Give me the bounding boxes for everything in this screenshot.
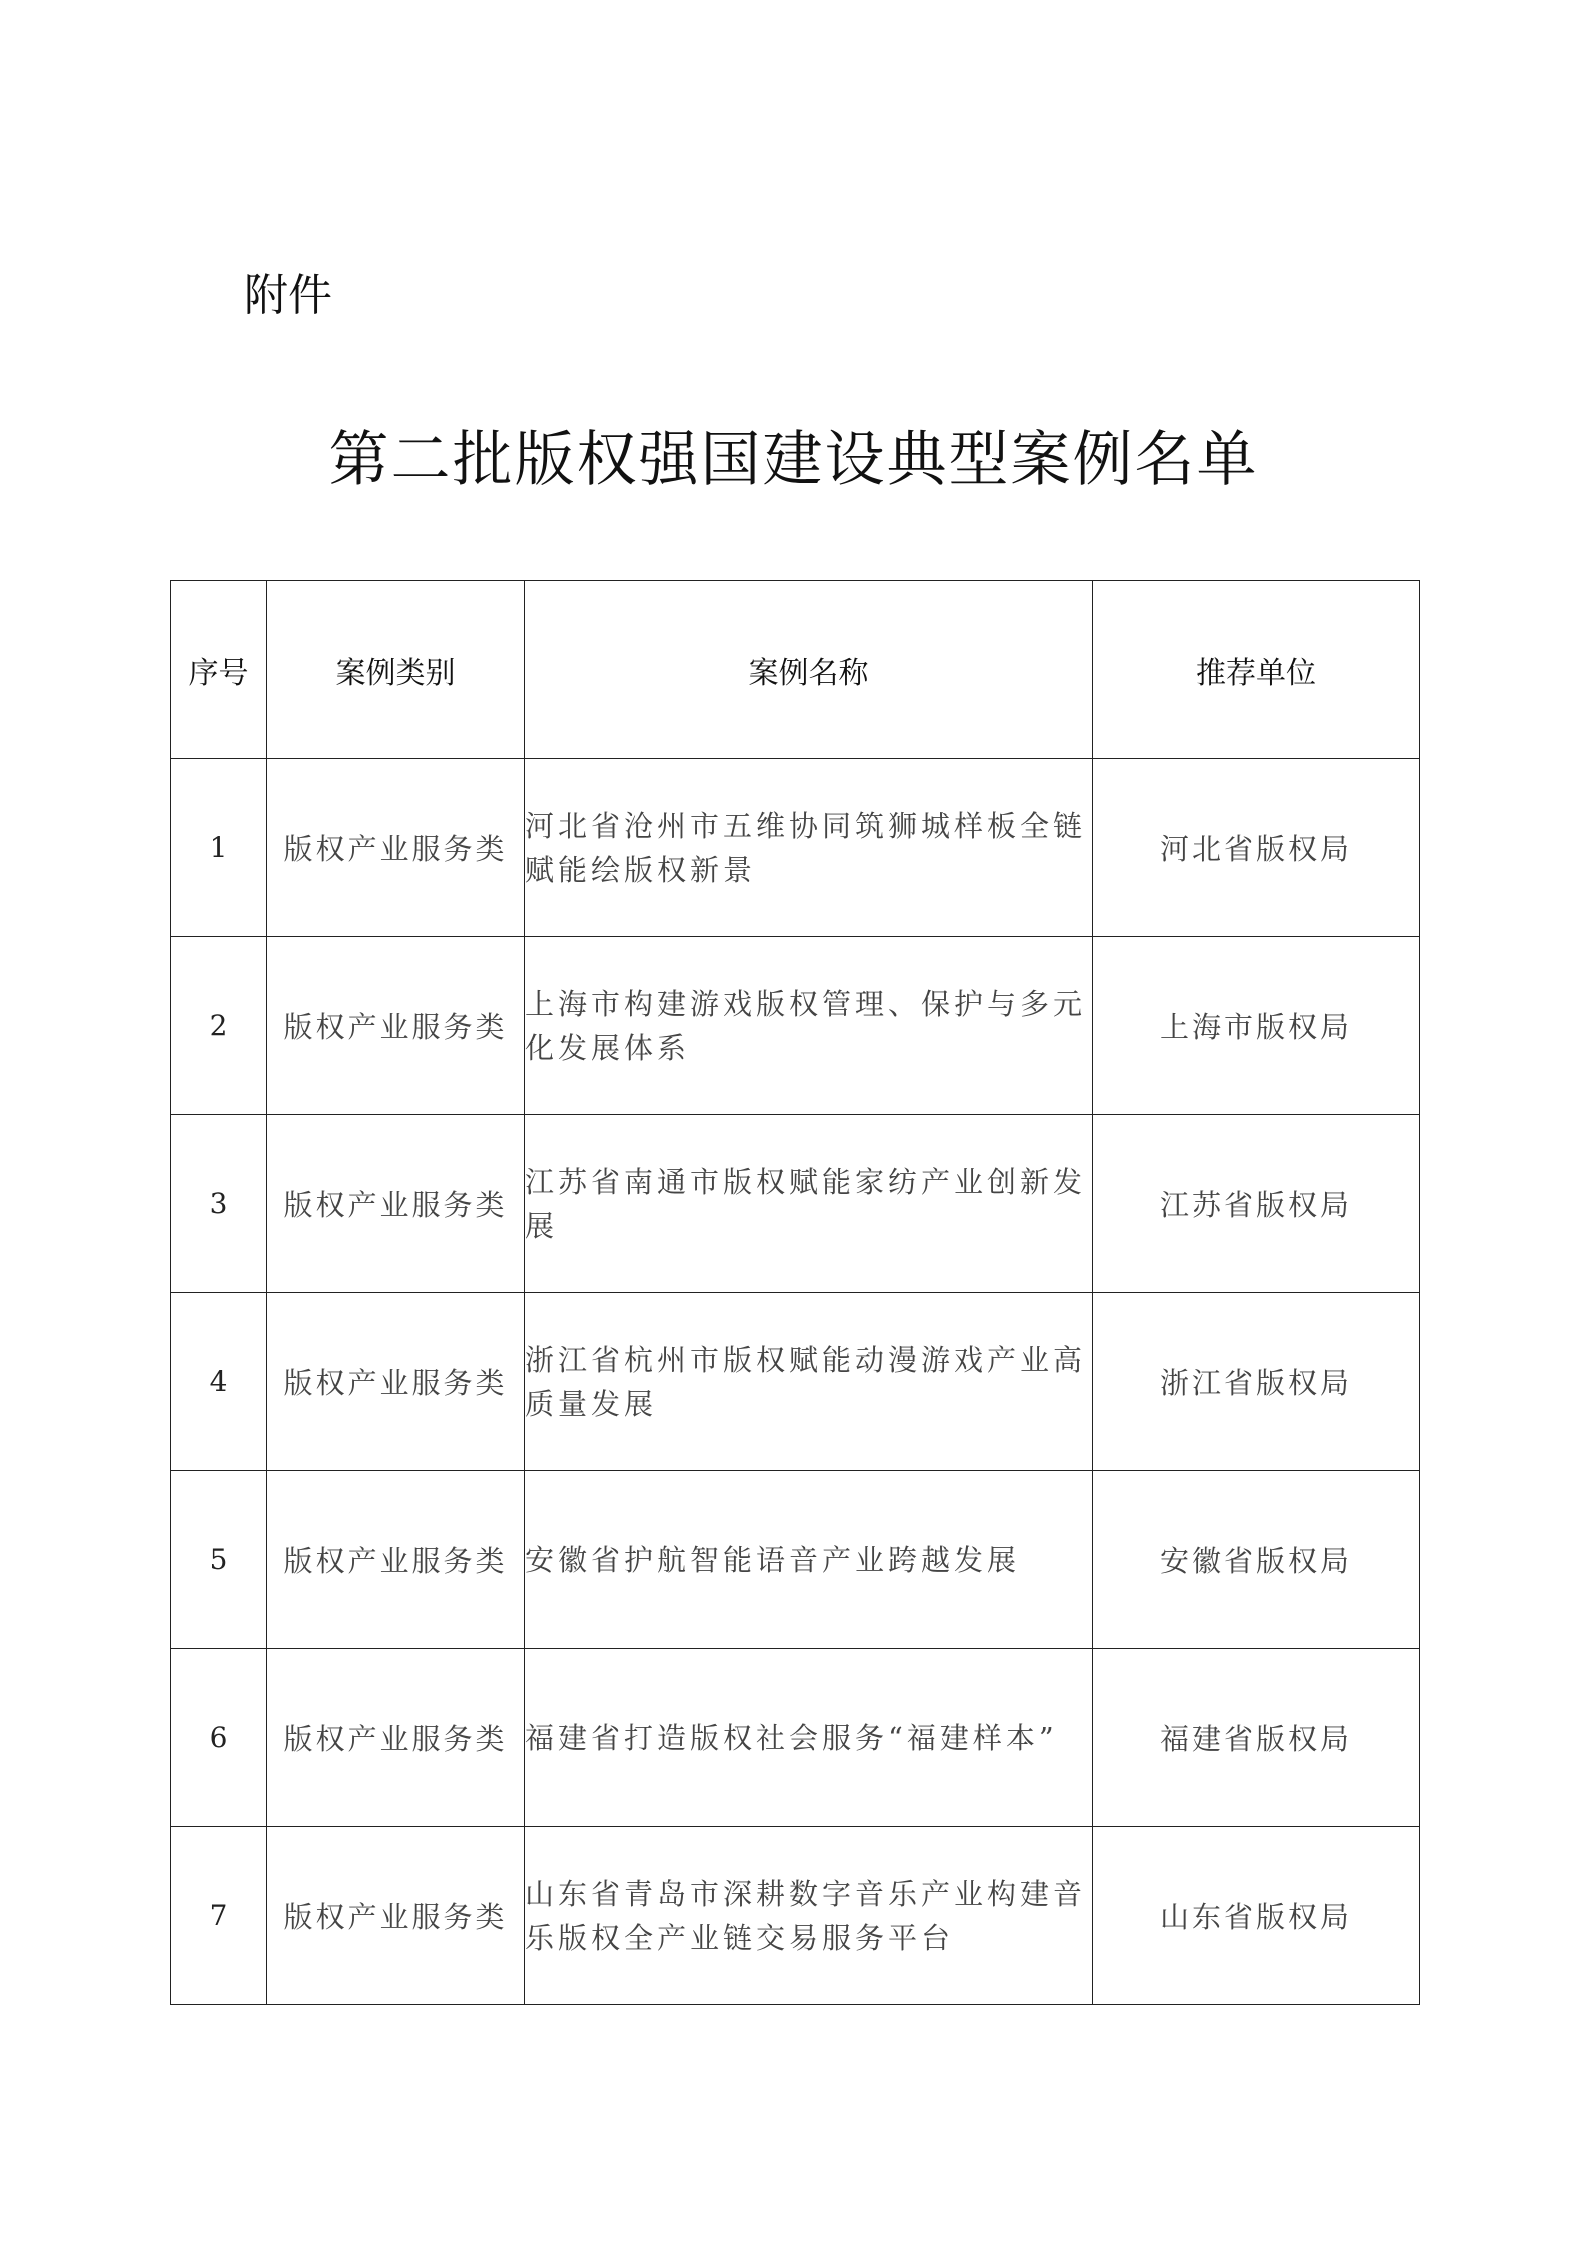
row-seq: 2 bbox=[171, 937, 267, 1115]
page-title: 第二批版权强国建设典型案例名单 bbox=[328, 425, 1259, 495]
row-unit: 江苏省版权局 bbox=[1093, 1115, 1420, 1293]
table-row bbox=[171, 759, 1420, 937]
row-case-name: 福建省打造版权社会服务“福建样本” bbox=[525, 1649, 1093, 1827]
row-category: 版权产业服务类 bbox=[267, 1293, 525, 1471]
row-unit: 河北省版权局 bbox=[1093, 759, 1420, 937]
row-category: 版权产业服务类 bbox=[267, 1115, 525, 1293]
row-unit: 上海市版权局 bbox=[1093, 937, 1420, 1115]
row-category: 版权产业服务类 bbox=[267, 1827, 525, 2005]
row-seq: 7 bbox=[171, 1827, 267, 2005]
row-seq: 5 bbox=[171, 1471, 267, 1649]
row-case-name: 浙江省杭州市版权赋能动漫游戏产业高质量发展 bbox=[525, 1293, 1093, 1471]
table-row bbox=[171, 1115, 1420, 1293]
row-category: 版权产业服务类 bbox=[267, 1649, 525, 1827]
case-list-table bbox=[170, 580, 1420, 2005]
row-unit: 安徽省版权局 bbox=[1093, 1471, 1420, 1649]
row-case-name: 安徽省护航智能语音产业跨越发展 bbox=[525, 1471, 1093, 1649]
table-row bbox=[171, 937, 1420, 1115]
row-category: 版权产业服务类 bbox=[267, 1471, 525, 1649]
attachment-label: 附件 bbox=[244, 270, 332, 321]
table-row bbox=[171, 1293, 1420, 1471]
header-recommending-unit: 推荐单位 bbox=[1093, 581, 1420, 759]
row-case-name: 河北省沧州市五维协同筑狮城样板全链赋能绘版权新景 bbox=[525, 759, 1093, 937]
table-row bbox=[171, 1471, 1420, 1649]
row-unit: 浙江省版权局 bbox=[1093, 1293, 1420, 1471]
row-seq: 1 bbox=[171, 759, 267, 937]
header-case-name: 案例名称 bbox=[525, 581, 1093, 759]
header-category: 案例类别 bbox=[267, 581, 525, 759]
table-row bbox=[171, 1649, 1420, 1827]
row-seq: 4 bbox=[171, 1293, 267, 1471]
row-seq: 6 bbox=[171, 1649, 267, 1827]
row-seq: 3 bbox=[171, 1115, 267, 1293]
table-row bbox=[171, 1827, 1420, 2005]
row-case-name: 上海市构建游戏版权管理、保护与多元化发展体系 bbox=[525, 937, 1093, 1115]
row-case-name: 江苏省南通市版权赋能家纺产业创新发展 bbox=[525, 1115, 1093, 1293]
row-case-name: 山东省青岛市深耕数字音乐产业构建音乐版权全产业链交易服务平台 bbox=[525, 1827, 1093, 2005]
row-category: 版权产业服务类 bbox=[267, 759, 525, 937]
table-header-row bbox=[171, 581, 1420, 759]
row-unit: 福建省版权局 bbox=[1093, 1649, 1420, 1827]
row-category: 版权产业服务类 bbox=[267, 937, 525, 1115]
row-unit: 山东省版权局 bbox=[1093, 1827, 1420, 2005]
header-seq: 序号 bbox=[171, 581, 267, 759]
